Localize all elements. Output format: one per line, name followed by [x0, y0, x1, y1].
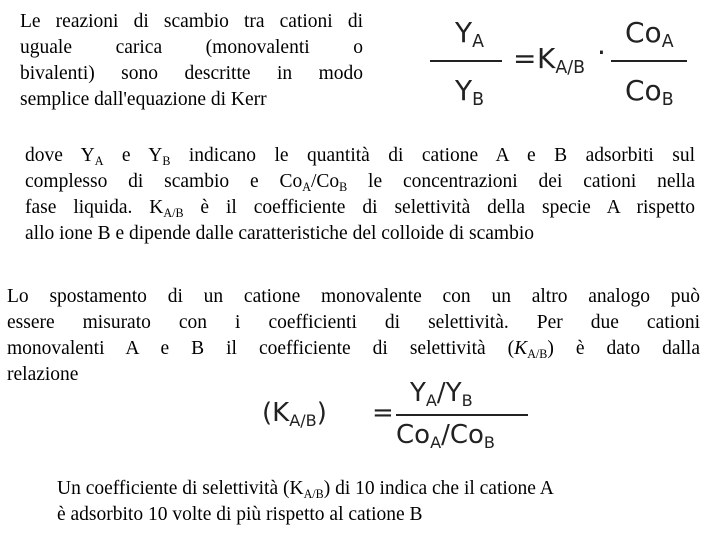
intro-line-1: Le reazioni di scambio tra cationi di	[20, 11, 363, 32]
intro-line-3: bivalenti) sono descritte in modo	[20, 63, 363, 84]
explanation-paragraph	[25, 143, 695, 247]
kerr-rhs-fraction-bar	[611, 60, 687, 62]
conclusion-paragraph	[57, 476, 697, 528]
conclusion-line-1: Un coefficiente di selettività $(K_{A/B})$ di 10 indica che il catione A	[57, 478, 554, 502]
kerr-rhs-denominator: CoB	[625, 74, 674, 111]
selectivity-lhs: (KA/B)	[262, 398, 327, 430]
kerr-equals: =	[513, 42, 537, 75]
kerr-lhs-fraction-bar	[430, 60, 502, 62]
kerr-lhs-denominator: YB	[455, 74, 485, 111]
kerr-coefficient: KA/B	[537, 42, 586, 79]
intro-line-4: semplice dall'equazione di Kerr	[20, 89, 267, 110]
intro-paragraph	[20, 9, 363, 113]
selectivity-fraction-bar	[396, 414, 528, 416]
intro-line-2: uguale carica (monovalenti o	[20, 37, 363, 58]
kerr-equation	[425, 14, 695, 114]
explanation-line-1: dove $Y_A$ e $Y_B$ indicano le quantità di catione A e B adsorbiti sul	[25, 145, 696, 169]
selectivity-equation	[260, 378, 540, 458]
selectivity-paragraph	[7, 284, 700, 388]
explanation-line-4: allo ione B e dipende dalle caratteristiche del colloide di scambio	[25, 223, 534, 244]
explanation-line-3: fase liquida. $K_{A/B}$ è il coefficiente di selettività della specie A rispetto	[25, 197, 695, 221]
selectivity-line-2: essere misurato con i coefficienti di selettività. Per due cationi	[7, 312, 700, 333]
selectivity-numerator: YA/YB	[410, 378, 473, 410]
conclusion-line-2: è adsorbito 10 volte di più rispetto al catione B	[57, 504, 423, 525]
kerr-dot: ·	[597, 36, 606, 69]
explanation-line-2: complesso di scambio e $Co_A/Co_B$ le concentrazioni dei cationi nella	[25, 171, 695, 195]
selectivity-line-4: relazione	[7, 364, 79, 385]
selectivity-denominator: CoA/CoB	[396, 420, 495, 452]
selectivity-line-1: Lo spostamento di un catione monovalente con un altro analogo può	[7, 286, 700, 307]
kerr-lhs-numerator: YA	[455, 16, 484, 53]
selectivity-line-3: monovalenti A e B il coefficiente di selettività $(K_{A/B})$ è dato dalla	[7, 338, 700, 362]
kerr-rhs-numerator: CoA	[625, 16, 674, 53]
selectivity-equals: =	[372, 398, 394, 428]
